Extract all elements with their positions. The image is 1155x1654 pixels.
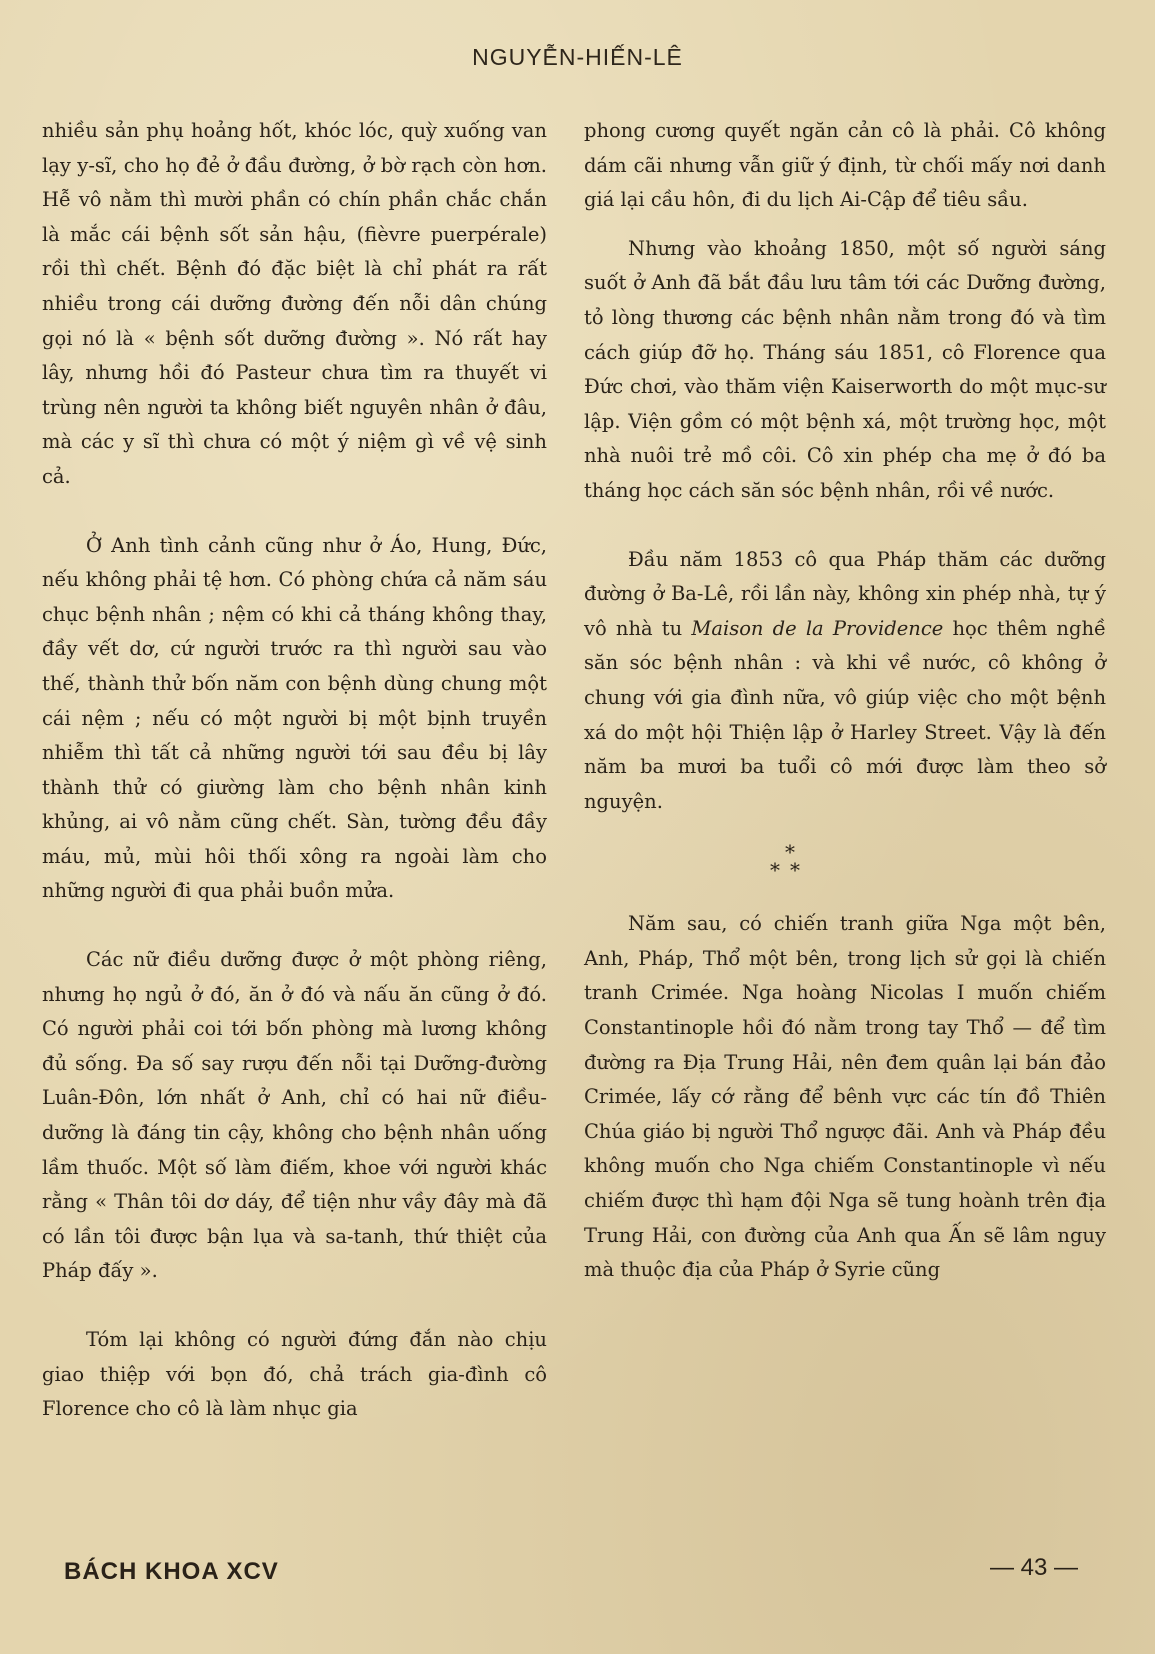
paragraph: Nhưng vào khoảng 1850, một số người sáng suốt ở Anh đã bắt đầu lưu tâm tới các Dưỡng đường, tỏ lòng thương các bệnh nhân nằm trong đó và tìm cách giúp đỡ họ. Tháng sáu 1851, cô Florence qua Đức chơi, vào thăm viện Kaiserworth do một mục-sư lập. Viện gồm có một bệnh xá, một trường học, một nhà nuôi trẻ mồ côi. Cô xin phép cha mẹ ở đó ba tháng học cách săn sóc bệnh nhân, rồi về nước. (584, 236, 1106, 502)
asterism-bottom: ** (770, 858, 810, 883)
magazine-title: BÁCH KHOA XCV (64, 1558, 279, 1585)
left-column (42, 114, 547, 1427)
paragraph: Ở Anh tình cảnh cũng như ở Áo, Hung, Đức, nếu không phải tệ hơn. Có phòng chứa cả năm sáu chục bệnh nhân ; nệm có khi cả tháng không thay, đầy vết dơ, cứ người trước ra thì người sau vào thế, thành thử bốn năm con bệnh dùng chung một cái nệm ; nếu có một người bị một bịnh truyền nhiễm thì tất cả những người tới sau đều bị lây thành thử có giường làm cho bệnh nhân kinh khủng, ai vô nằm cũng chết. Sàn, tường đều đầy máu, mủ, mùi hôi thối xông ra ngoài làm cho những người đi qua phải buồn mửa. (42, 533, 547, 903)
paragraph: Tóm lại không có người đứng đắn nào chịu giao thiệp với bọn đó, chả trách gia-đình cô Florence cho cô là làm nhục gia (42, 1328, 547, 1421)
asterism-top: * (785, 840, 795, 865)
section-break-asterism (584, 840, 1106, 883)
paragraph: Các nữ điều dưỡng được ở một phòng riêng, nhưng họ ngủ ở đó, ăn ở đó và nấu ăn cũng ở đó. Có người phải coi tới bốn phòng mà lương không đủ sống. Đa số say rượu đến nỗi tại Dưỡng-đường Luân-Đôn, lớn nhất ở Anh, chỉ có hai nữ điều-dưỡng là đáng tin cậy, không cho bệnh nhân uống lầm thuốc. Một số làm điếm, khoe với người khác rằng « Thân tôi dơ dáy, để tiện như vầy đây mà đã có lần tôi được bận lụa và sa-tanh, thứ thiệt của Pháp đấy ». (42, 948, 547, 1283)
paragraph-text: học thêm nghề săn sóc bệnh nhân : và khi về nước, cô không ở chung với gia đình nữa, vô giúp việc cho một bệnh xá do một hội Thiện lập ở Harley Street. Vậy là đến năm ba mươi ba tuổi cô mới được làm theo sở nguyện. (584, 616, 1107, 813)
right-column (584, 114, 1106, 1288)
paragraph: Năm sau, có chiến tranh giữa Nga một bên, Anh, Pháp, Thổ một bên, trong lịch sử gọi là chiến tranh Crimée. Nga hoàng Nicolas I muốn chiếm Constantinople hồi đó nằm trong tay Thổ — để tìm đường ra Địa Trung Hải, nên đem quân lại bán đảo Crimée, lấy cớ rằng để bênh vực các tín đồ Thiên Chúa giáo bị người Thổ ngược đãi. Anh và Pháp đều không muốn cho Nga chiếm Constantinople vì nếu chiếm được thì hạm đội Nga sẽ tung hoành trên địa Trung Hải, con đường của Anh qua Ấn sẽ lâm nguy mà thuộc địa của Pháp ở Syrie cũng (584, 912, 1106, 1282)
institution-name: Maison de la Providence (691, 616, 944, 640)
paragraph: nhiều sản phụ hoảng hốt, khóc lóc, quỳ xuống van lạy y-sĩ, cho họ đẻ ở đầu đường, ở bờ rạch còn hơn. Hễ vô nằm thì mười phần có chín phần chắc chắn là mắc cái bệnh sốt sản hậu, (fièvre puerpérale) rồi thì chết. Bệnh đó đặc biệt là chỉ phát ra rất nhiều trong cái dưỡng đường đến nỗi dân chúng gọi nó là « bệnh sốt dưỡng đường ». Nó rất hay lây, nhưng hồi đó Pasteur chưa tìm ra thuyết vi trùng nên người ta không biết nguyên nhân ở đâu, mà các y sĩ thì chưa có một ý niệm gì về vệ sinh cả. (42, 119, 547, 488)
paragraph (584, 543, 1106, 820)
paragraph-text: Đầu năm 1853 cô qua Pháp thăm các dưỡng đường ở Ba-Lê, rồi lần này, không xin phép nhà, tự ý vô nhà tu (584, 547, 1106, 640)
paragraph: phong cương quyết ngăn cản cô là phải. Cô không dám cãi nhưng vẫn giữ ý định, từ chối mấy nơi danh giá lại cầu hôn, đi du lịch Ai-Cập để tiêu sầu. (584, 119, 1106, 212)
page-number: — 43 — (990, 1554, 1079, 1581)
running-head: NGUYỄN-HIẾN-LÊ (472, 44, 683, 70)
